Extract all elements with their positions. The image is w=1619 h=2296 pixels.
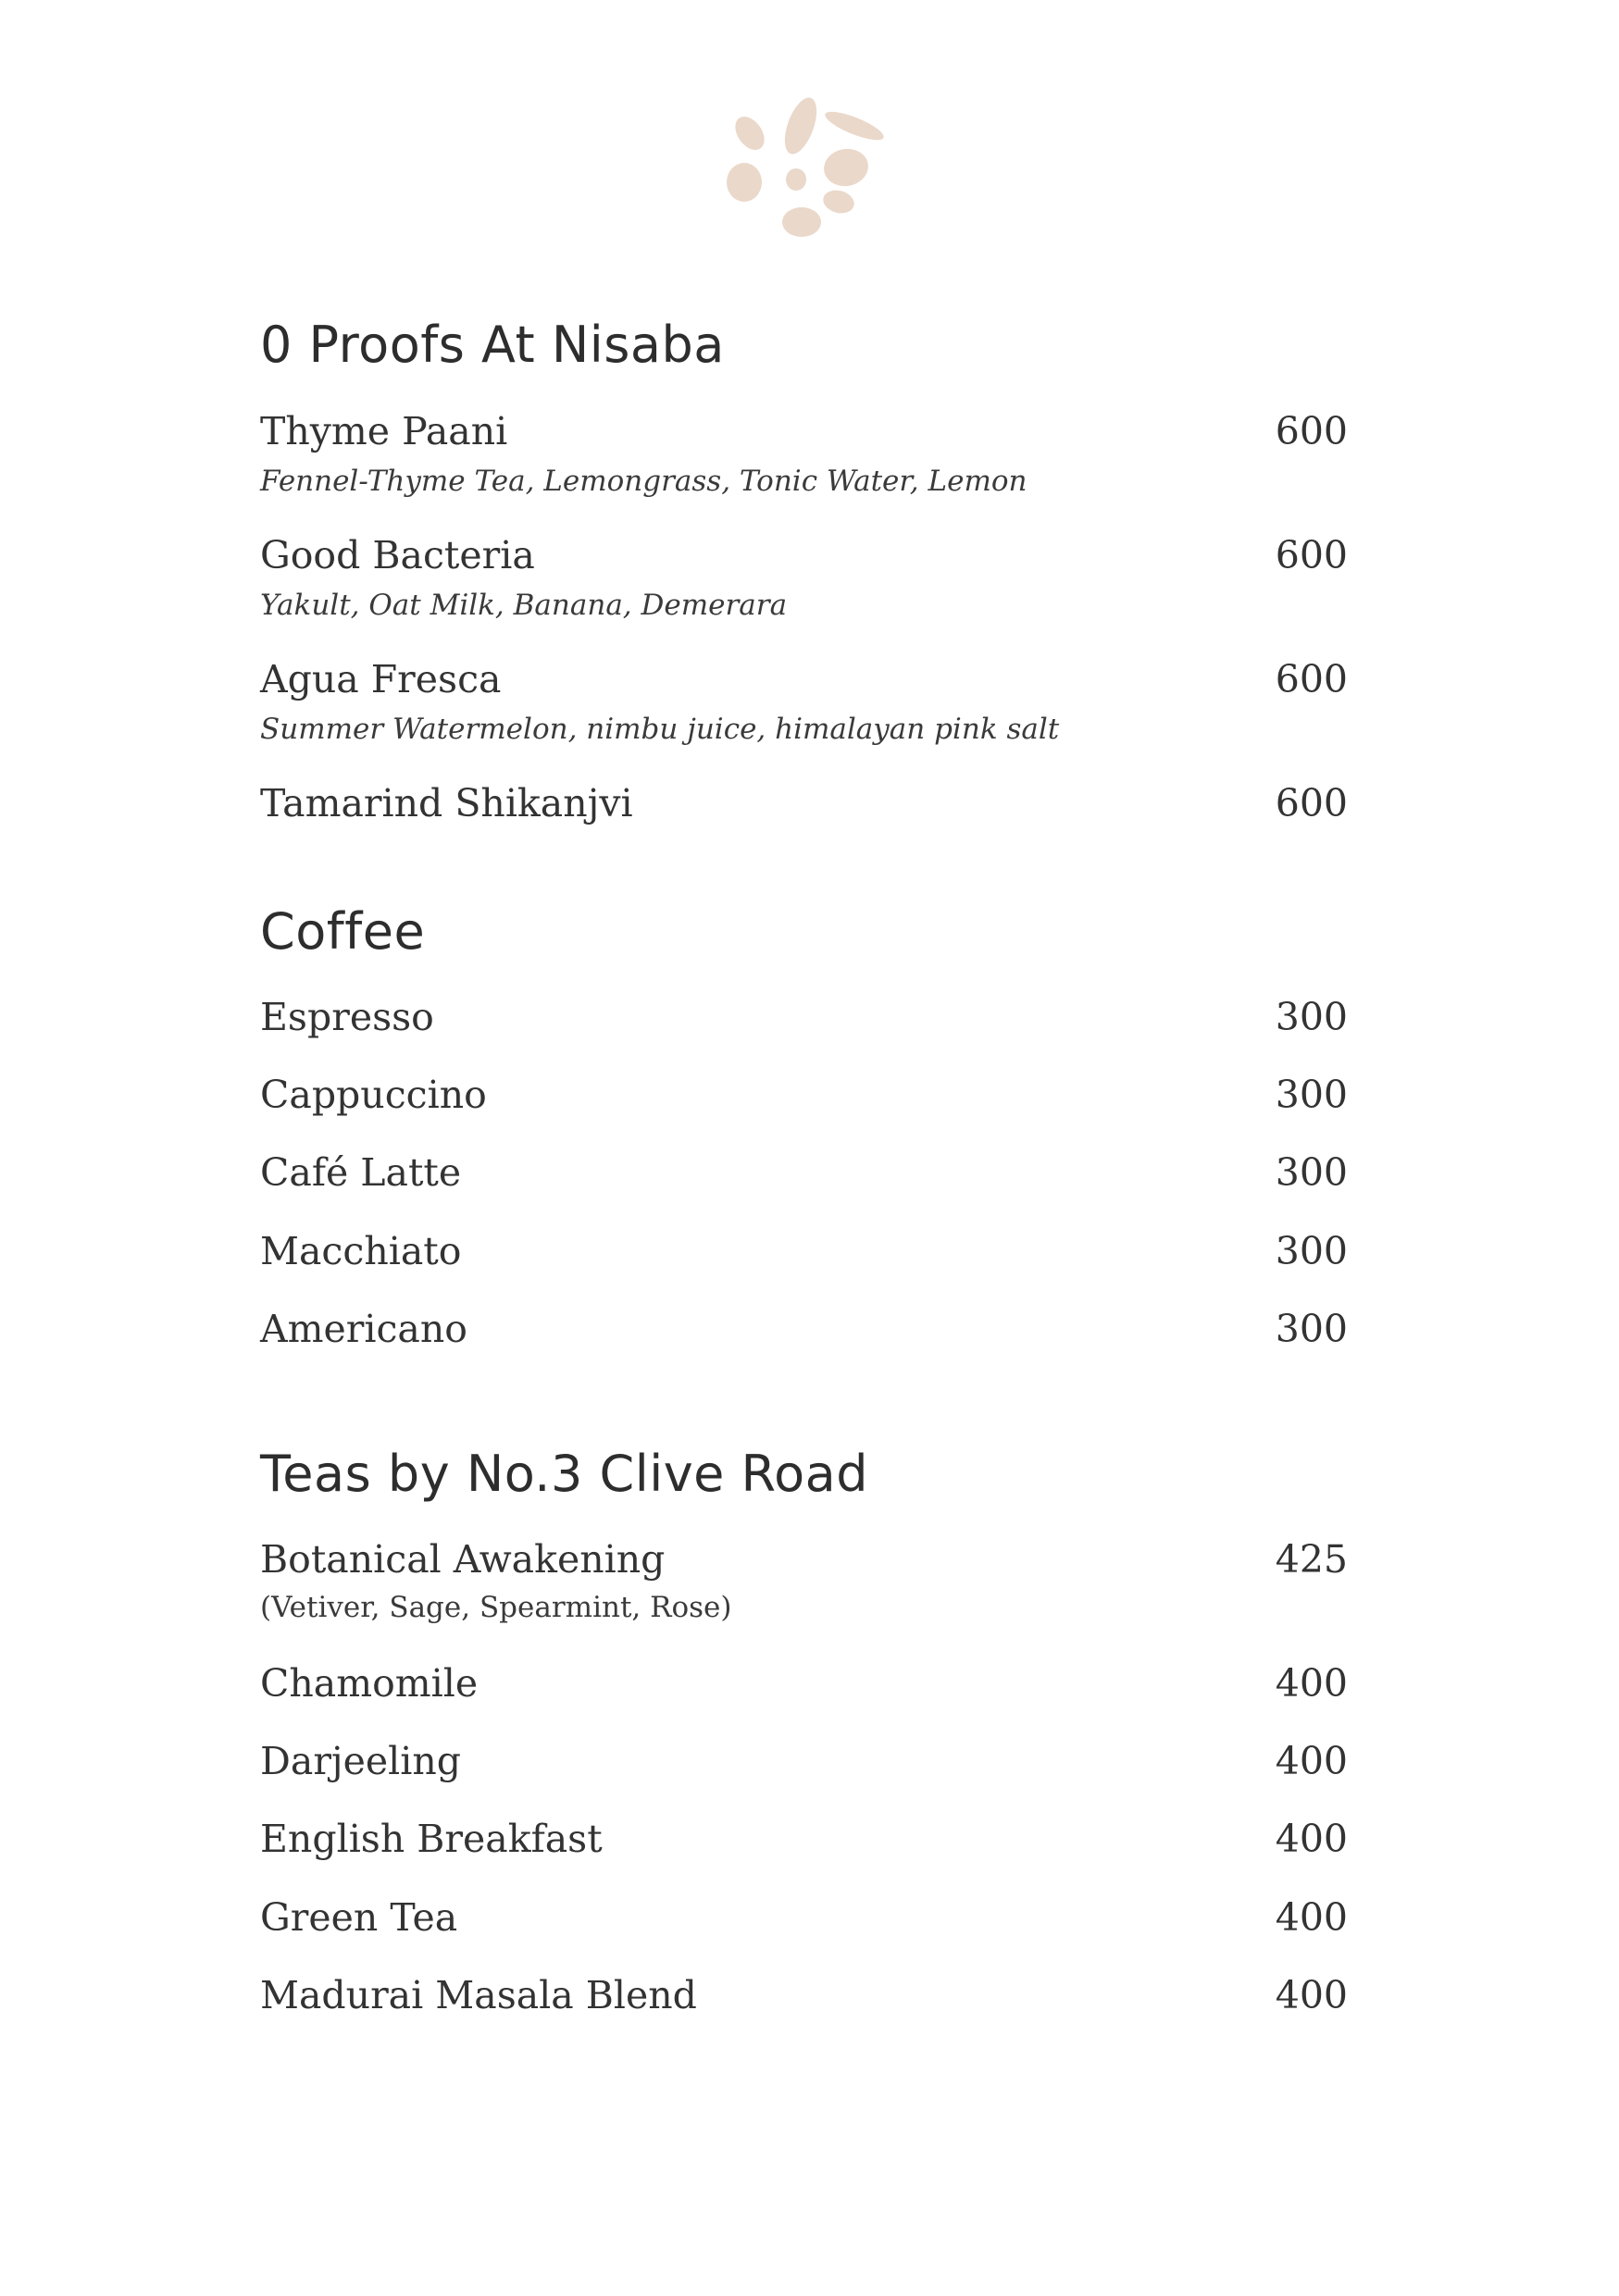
- item-name: English Breakfast: [260, 1817, 603, 1861]
- item-price: 300: [1275, 995, 1348, 1039]
- item-price: 400: [1275, 1817, 1348, 1861]
- item-name: Macchiato: [260, 1229, 462, 1273]
- item-name: Chamomile: [260, 1661, 479, 1706]
- item-name: Botanical Awakening: [260, 1537, 666, 1582]
- item-name: Thyme Paani: [260, 409, 508, 453]
- item-name: Green Tea: [260, 1895, 458, 1940]
- item-price: 300: [1275, 1150, 1348, 1195]
- item-name: Café Latte: [260, 1150, 462, 1195]
- section-title: Coffee: [260, 902, 426, 961]
- item-name: Americano: [260, 1307, 467, 1351]
- item-price: 600: [1275, 409, 1348, 453]
- item-price: 600: [1275, 533, 1348, 577]
- item-price: 300: [1275, 1307, 1348, 1351]
- item-description: Fennel-Thyme Tea, Lemongrass, Tonic Water, Lemon: [260, 465, 1027, 498]
- item-name: Good Bacteria: [260, 533, 535, 577]
- item-description: Summer Watermelon, nimbu juice, himalayan pink salt: [260, 713, 1060, 746]
- item-name: Darjeeling: [260, 1739, 462, 1783]
- item-description: (Vetiver, Sage, Spearmint, Rose): [260, 1591, 732, 1624]
- item-price: 400: [1275, 1895, 1348, 1940]
- section-title: 0 Proofs At Nisaba: [260, 316, 725, 374]
- item-price: 300: [1275, 1229, 1348, 1273]
- item-price: 400: [1275, 1739, 1348, 1783]
- section-title: Teas by No.3 Clive Road: [260, 1445, 869, 1503]
- item-price: 425: [1275, 1537, 1348, 1582]
- item-description: Yakult, Oat Milk, Banana, Demerara: [260, 589, 788, 622]
- item-name: Tamarind Shikanjvi: [260, 781, 633, 825]
- item-name: Agua Fresca: [260, 657, 502, 701]
- pebbles-logo-icon: [722, 89, 889, 246]
- item-price: 600: [1275, 781, 1348, 825]
- item-name: Madurai Masala Blend: [260, 1973, 697, 2017]
- item-price: 300: [1275, 1073, 1348, 1117]
- item-name: Espresso: [260, 995, 434, 1039]
- item-price: 600: [1275, 657, 1348, 701]
- item-name: Cappuccino: [260, 1073, 487, 1117]
- item-price: 400: [1275, 1661, 1348, 1706]
- item-price: 400: [1275, 1973, 1348, 2017]
